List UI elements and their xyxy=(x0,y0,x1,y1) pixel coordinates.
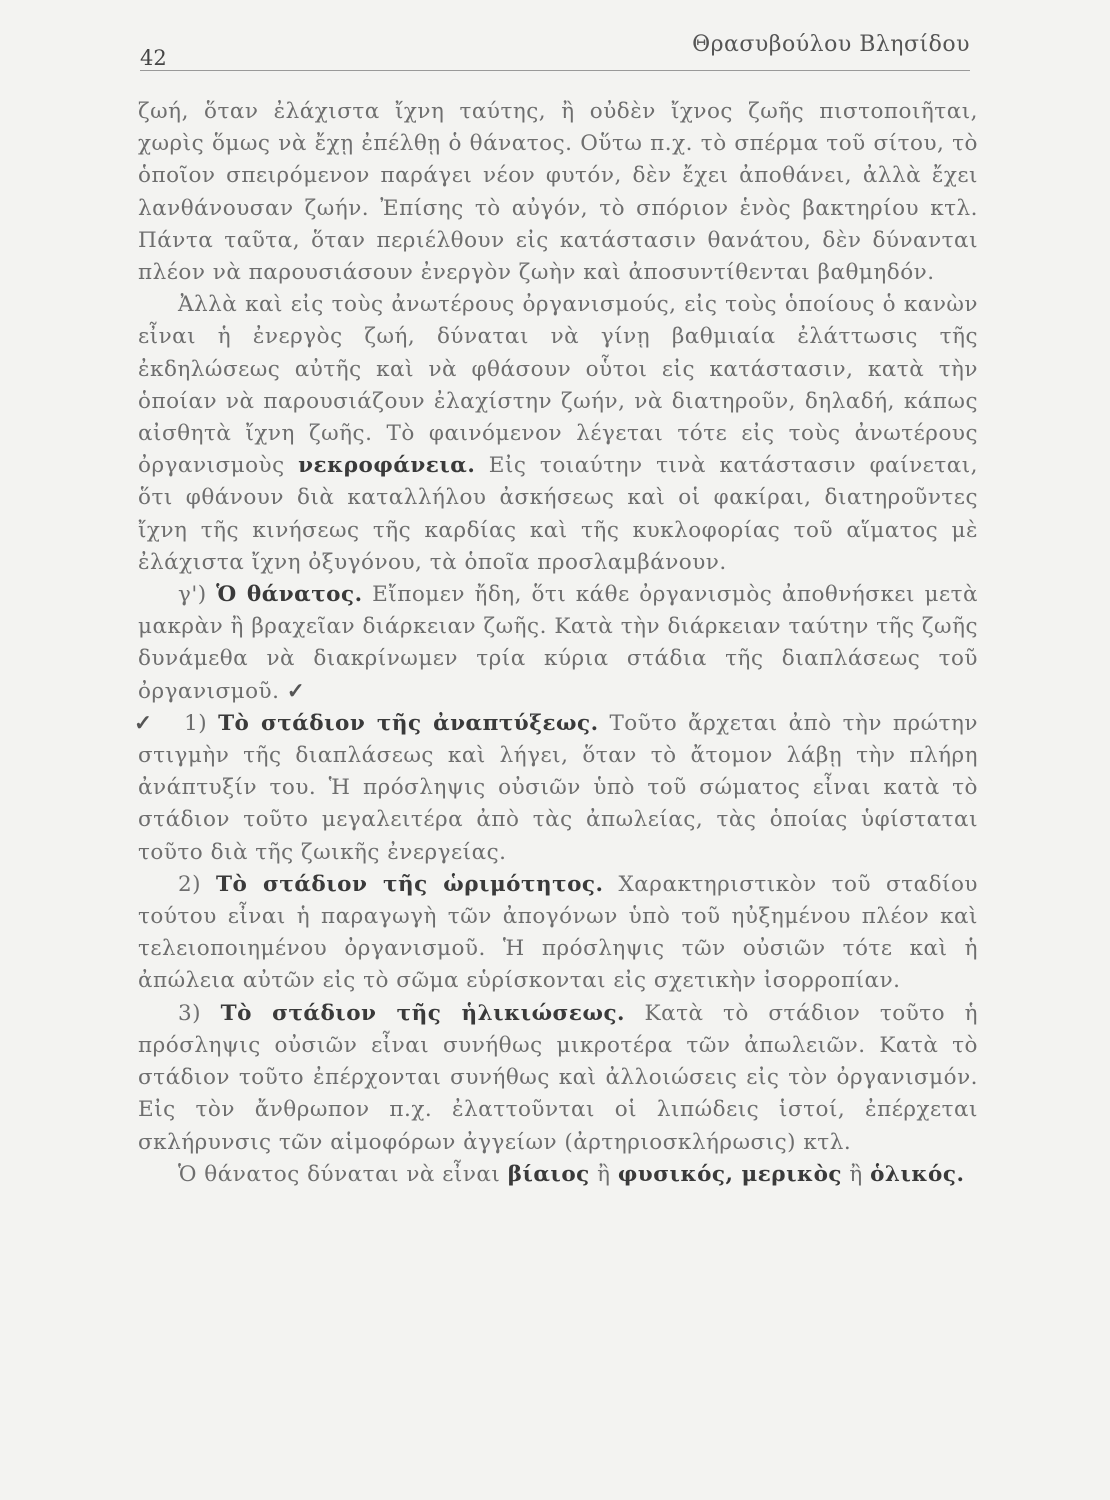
term-olikos: ὁλικός. xyxy=(870,1161,965,1187)
last-text-before: Ὁ θάνατος δύναται νὰ εἶναι xyxy=(178,1161,508,1187)
stage-2-text: Χαρακτηριστικὸν τοῦ σταδίου τούτου εἶναι ἡ παραγωγὴ τῶν ἀπογόνων ὑπὸ τοῦ ηὐξημένου πλέον καὶ τελειοποιημένου ὀργανισμοῦ. Ἡ πρόσληψις τῶν οὐσιῶν τότε καὶ ἡ ἀπώλεια αὐτῶν εἰς τὸ σῶμα εὑρίσκονται εἰς σχετικὴν ἰσορροπίαν. xyxy=(138,871,978,994)
paragraph-stage-1 xyxy=(134,708,978,869)
term-biaios: βίαιος xyxy=(507,1161,590,1187)
stage-3-text: Κατὰ τὸ στάδιον τοῦτο ἡ πρόσληψις οὐσιῶν εἶναι συνήθως μικροτέρα τῶν ἀπωλειῶν. Κατὰ τὸ στάδιον τοῦτο ἐπέρχονται συνήθως καὶ ἀλλοιώσεις εἰς τὸν ὀργανισμόν. Εἰς τὸν ἄνθρωπον π.χ. ἐλαττοῦνται οἱ λιπώδεις ἱστοί, ἐπέρχεται σκλήρυνσις τῶν αἱμοφόρων ἀγγείων (ἀρτηριοσκλήρωσις) κτλ. xyxy=(138,1000,978,1155)
paragraph-death xyxy=(138,579,978,708)
paragraph-stage-3 xyxy=(138,998,978,1159)
paragraph-1 xyxy=(138,96,978,289)
paragraph-2-text-after: Εἰς τοιαύτην τινὰ κατάστασιν φαίνεται, ὅτι φθάνουν διὰ καταλλήλου ἀσκήσεως καὶ οἱ φακίραι, διατηροῦντες ἴχνη τῆς κινήσεως τῆς καρδίας καὶ τῆς κυκλοφορίας τοῦ αἵματος μὲ ἐλάχιστα ἴχνη ὀξυγόνου, τὰ ὁποῖα προσλαμβάνουν. xyxy=(138,453,978,575)
stage-3-number: 3) xyxy=(178,1000,202,1026)
page-body xyxy=(134,96,978,1191)
check-mark-icon: ✓ xyxy=(134,710,157,736)
term-nekrofaneia: νεκροφάνεια. xyxy=(298,453,476,479)
last-middle: ἢ xyxy=(589,1161,618,1187)
running-head: Θρασυβούλου Βλησίδου xyxy=(692,32,970,57)
header-rule xyxy=(140,70,970,71)
stage-2-number: 2) xyxy=(178,871,202,897)
stage-1-heading: Τὸ στάδιον τῆς ἀναπτύξεως. xyxy=(218,710,599,736)
paragraph-1-text: ζωή, ὅταν ἐλάχιστα ἴχνη ταύτης, ἢ οὐδὲν ἴχνος ζωῆς πιστοποιῆται, χωρὶς ὅμως νὰ ἔχῃ ἐπέλθῃ ὁ θάνατος. Οὕτω π.χ. τὸ σπέρμα τοῦ σίτου, τὸ ὁποῖον σπειρόμενον παράγει νέον φυτόν, δὲν ἔχει ἀποθάνει, ἀλλὰ ἔχει λανθάνουσαν ζωήν. Ἐπίσης τὸ αὐγόν, τὸ σπόριον ἑνὸς βακτηρίου κτλ. Πάντα ταῦτα, ὅταν περιέλθουν εἰς κατάστασιν θανάτου, δὲν δύνανται πλέον νὰ παρουσιάσουν ἐνεργὸν ζωὴν καὶ ἀποσυντίθενται βαθμηδόν. xyxy=(138,99,978,286)
stage-3-heading: Τὸ στάδιον τῆς ἡλικιώσεως. xyxy=(220,1000,626,1026)
paragraph-death-text: Εἴπομεν ἤδη, ὅτι κάθε ὀργανισμὸς ἀποθνήσκει μετὰ μακρὰν ἢ βραχεῖαν διάρκειαν ζωῆς. Κατὰ τὴν διάρκειαν ταύτην τῆς ζωῆς δυνάμεθα νὰ διακρίνωμεν τρία κύρια στάδια τῆς διαπλάσεως τοῦ ὀργανισμοῦ. xyxy=(138,582,978,704)
page-header xyxy=(140,28,970,74)
paragraph-2 xyxy=(138,289,978,579)
stage-2-heading: Τὸ στάδιον τῆς ὡριμότητος. xyxy=(216,871,604,897)
stage-1-number: 1) xyxy=(184,710,208,736)
last-middle-2: ἢ xyxy=(842,1161,871,1187)
stage-1-text: Τοῦτο ἄρχεται ἀπὸ τὴν πρώτην στιγμὴν τῆς διαπλάσεως καὶ λήγει, ὅταν τὸ ἄτομον λάβῃ τὴν πλήρη ἀνάπτυξίν του. Ἡ πρόσληψις οὐσιῶν ὑπὸ τοῦ σώματος εἶναι κατὰ τὸ στάδιον τοῦτο μεγαλειτέρα ἀπὸ τὰς ἀπωλείας, τὰς ὁποίας ὑφίσταται τοῦτο διὰ τῆς ζωικῆς ἐνεργείας. xyxy=(138,710,978,865)
paragraph-stage-2 xyxy=(138,869,978,998)
paragraph-last xyxy=(138,1159,978,1191)
section-label: γ') xyxy=(178,582,207,608)
page-number: 42 xyxy=(140,46,167,70)
check-mark-icon: ✓ xyxy=(286,678,306,704)
paragraph-2-text-before: Ἀλλὰ καὶ εἰς τοὺς ἀνωτέρους ὀργανισμούς, εἰς τοὺς ὁποίους ὁ κανὼν εἶναι ἡ ἐνεργὸς ζωή, δύναται νὰ γίνῃ βαθμιαία ἐλάττωσις τῆς ἐκδηλώσεως αὐτῆς καὶ νὰ φθάσουν οὗτοι εἰς κατάστασιν, κατὰ τὴν ὁποίαν νὰ παρουσιάζουν ἐλαχίστην ζωήν, νὰ διατηροῦν, δηλαδή, κάπως αἰσθητὰ ἴχνη ζωῆς. Τὸ φαινόμενον λέγεται τότε εἰς τοὺς ἀνωτέρους ὀργανισμοὺς xyxy=(138,292,978,479)
term-fysikos-merikos: φυσικός, μερικὸς xyxy=(617,1161,843,1187)
section-heading-death: Ὁ θάνατος. xyxy=(216,582,363,608)
